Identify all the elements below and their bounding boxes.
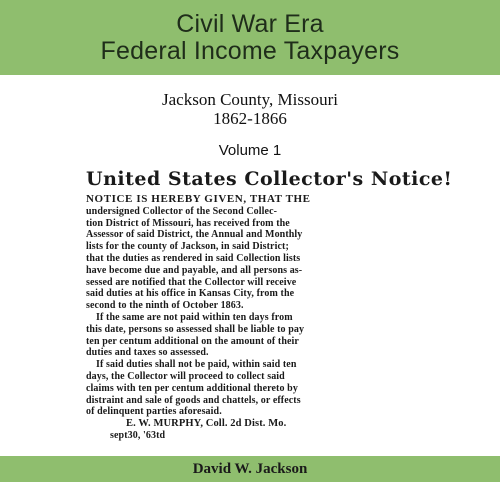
- notice-line: days, the Collector will proceed to collect said: [86, 370, 285, 382]
- book-title-line-2: Federal Income Taxpayers: [100, 37, 400, 65]
- notice-line: said duties at his office in Kansas City, from the: [86, 288, 295, 300]
- notice-line: duties and taxes so assessed.: [86, 347, 209, 359]
- notice-line: If said duties shall not be paid, within said ten: [96, 359, 297, 371]
- author-name: David W. Jackson: [192, 461, 308, 477]
- notice-line: claims with ten per centum additional thereto by: [86, 382, 298, 394]
- notice-line: of delinquent parties aforesaid.: [86, 406, 222, 418]
- book-title-line-1: Civil War Era: [176, 10, 324, 38]
- years-subtitle: 1862-1866: [213, 109, 287, 128]
- notice-line: distraint and sale of goods and chattels, or effects: [86, 394, 301, 406]
- county-subtitle: Jackson County, Missouri: [162, 90, 338, 109]
- newspaper-notice-clipping: [86, 168, 453, 448]
- notice-line: NOTICE IS HEREBY GIVEN, THAT THE: [86, 194, 311, 205]
- notice-line: second to the ninth of October 1863.: [86, 300, 244, 312]
- top-title-band: [0, 0, 500, 75]
- notice-line: sessed are notified that the Collector will receive: [86, 276, 297, 288]
- notice-line: tion District of Missouri, has received from the: [86, 217, 290, 229]
- notice-date: sept30, '63td: [110, 429, 166, 441]
- bottom-author-band: [0, 456, 500, 482]
- notice-line: Assessor of said District, the Annual and Monthly: [86, 229, 303, 241]
- notice-line: ten per centum additional on the amount of their: [86, 335, 299, 347]
- notice-line: lists for the county of Jackson, in said District;: [86, 241, 289, 253]
- notice-line: that the duties as rendered in said Collection lists: [86, 252, 301, 264]
- notice-heading: United States Collector's Notice!: [86, 168, 453, 190]
- notice-signature: E. W. MURPHY, Coll. 2d Dist. Mo.: [126, 418, 287, 430]
- notice-line: If the same are not paid within ten days from: [96, 311, 293, 323]
- volume-label: Volume 1: [218, 142, 282, 159]
- notice-line: have become due and payable, and all persons as-: [86, 264, 303, 276]
- notice-line: this date, persons so assessed shall be liable to pay: [86, 323, 305, 335]
- notice-line: undersigned Collector of the Second Collec-: [86, 205, 278, 217]
